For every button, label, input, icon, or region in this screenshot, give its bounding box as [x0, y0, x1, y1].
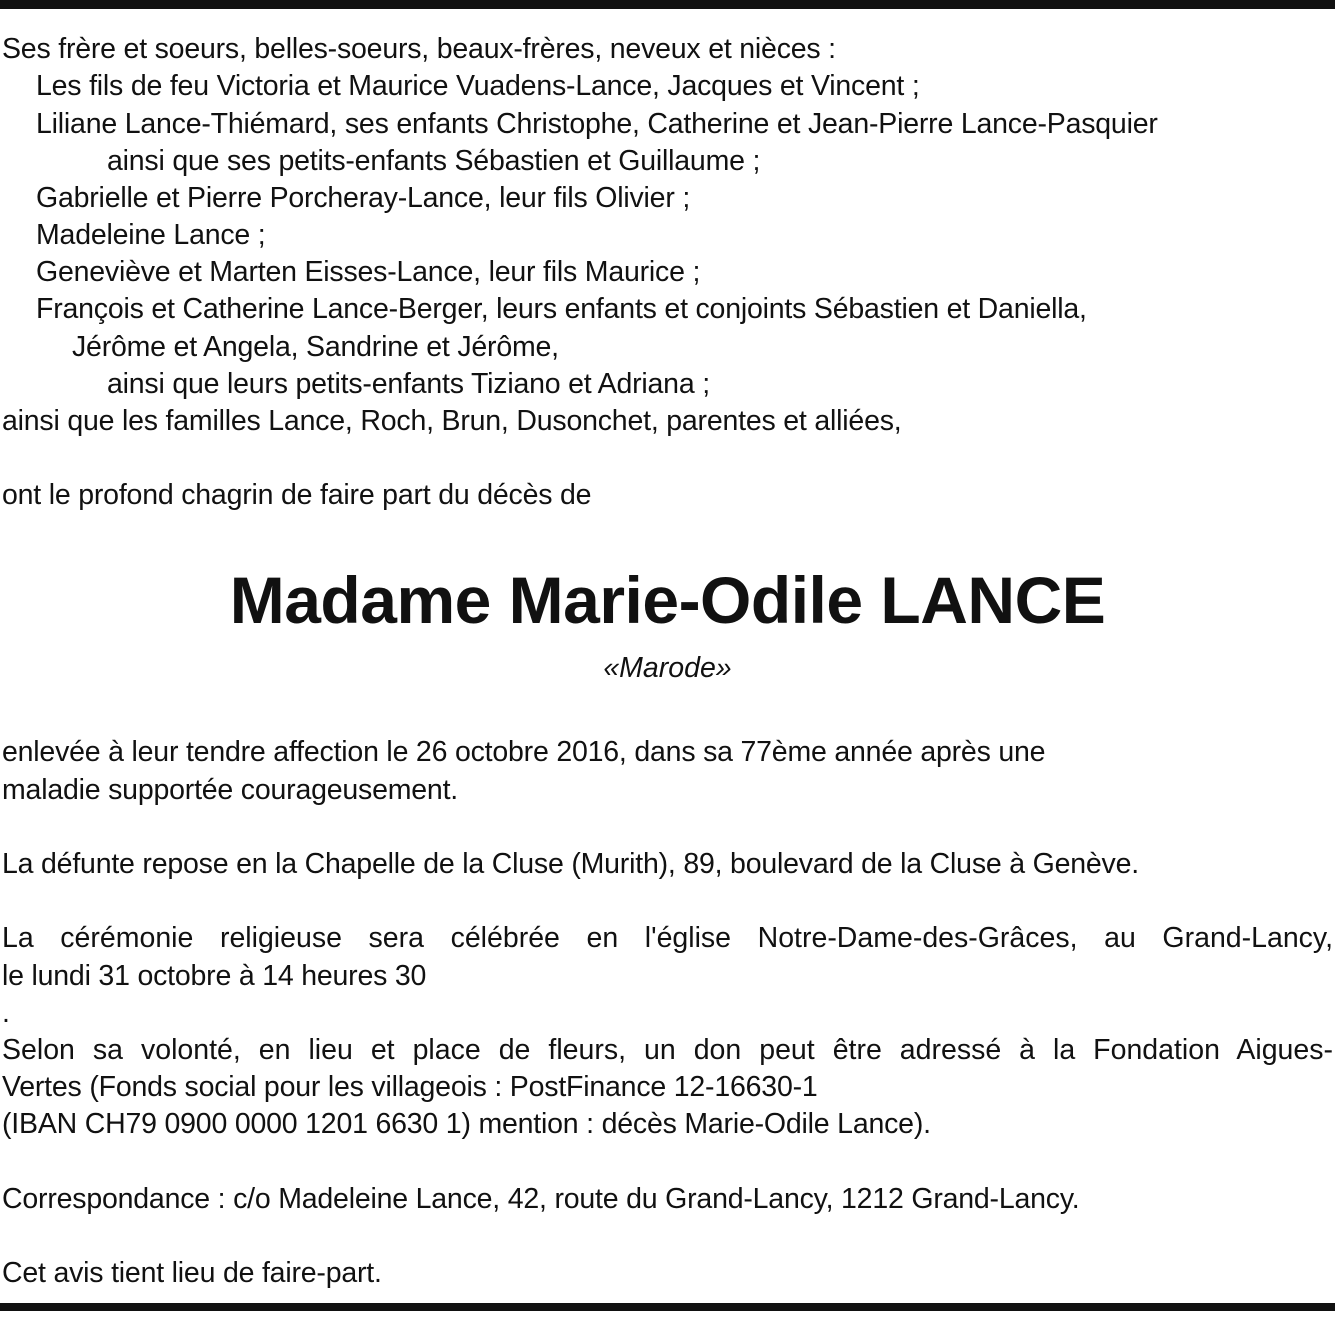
announcement: ont le profond chagrin de faire part du décès de — [2, 479, 592, 511]
donation-line3: (IBAN CH79 0900 0000 1201 6630 1) mention : décès Marie-Odile Lance). — [2, 1108, 931, 1140]
death-text-line1: enlevée à leur tendre affection le 26 octobre 2016, dans sa 77ème année après une — [2, 736, 1046, 768]
family-closing: ainsi que les familles Lance, Roch, Brun, Dusonchet, parentes et alliées, — [2, 405, 902, 437]
ceremony-line1: La cérémonie religieuse sera célébrée en l'église Notre-Dame-des-Grâces, au Grand-Lancy, — [2, 922, 1333, 954]
deceased-name: Madame Marie-Odile LANCE — [229, 563, 1106, 637]
stray-period: . — [2, 997, 10, 1029]
bottom-border-rule — [0, 1303, 1335, 1311]
family-line: ainsi que leurs petits-enfants Tiziano et Adriana ; — [107, 368, 710, 400]
family-line: Liliane Lance-Thiémard, ses enfants Christophe, Catherine et Jean-Pierre Lance-Pasquier — [36, 108, 1158, 140]
resting-place: La défunte repose en la Chapelle de la Cluse (Murith), 89, boulevard de la Cluse à Genève. — [2, 848, 1139, 880]
correspondence: Correspondance : c/o Madeleine Lance, 42, route du Grand-Lancy, 1212 Grand-Lancy. — [2, 1183, 1080, 1215]
family-line: Jérôme et Angela, Sandrine et Jérôme, — [72, 331, 559, 363]
family-line: Les fils de feu Victoria et Maurice Vuadens-Lance, Jacques et Vincent ; — [36, 70, 920, 102]
top-border-rule — [0, 0, 1335, 9]
family-intro: Ses frère et soeurs, belles-soeurs, beaux-frères, neveux et nièces : — [2, 33, 836, 65]
ceremony-line2: le lundi 31 octobre à 14 heures 30 — [2, 960, 427, 992]
death-text-line2: maladie supportée courageusement. — [2, 774, 459, 806]
family-line: Gabrielle et Pierre Porcheray-Lance, leur fils Olivier ; — [36, 182, 691, 214]
family-line: ainsi que ses petits-enfants Sébastien et Guillaume ; — [107, 145, 761, 177]
donation-line2: Vertes (Fonds social pour les villageois : PostFinance 12-16630-1 — [2, 1071, 818, 1103]
notice: Cet avis tient lieu de faire-part. — [2, 1257, 382, 1289]
family-line: Madeleine Lance ; — [36, 219, 266, 251]
family-line: Geneviève et Marten Eisses-Lance, leur fils Maurice ; — [36, 256, 701, 288]
donation-line1: Selon sa volonté, en lieu et place de fleurs, un don peut être adressé à la Fondation Aigues- — [2, 1034, 1333, 1066]
family-line: François et Catherine Lance-Berger, leurs enfants et conjoints Sébastien et Daniella, — [36, 293, 1087, 325]
deceased-nickname: «Marode» — [603, 652, 732, 684]
